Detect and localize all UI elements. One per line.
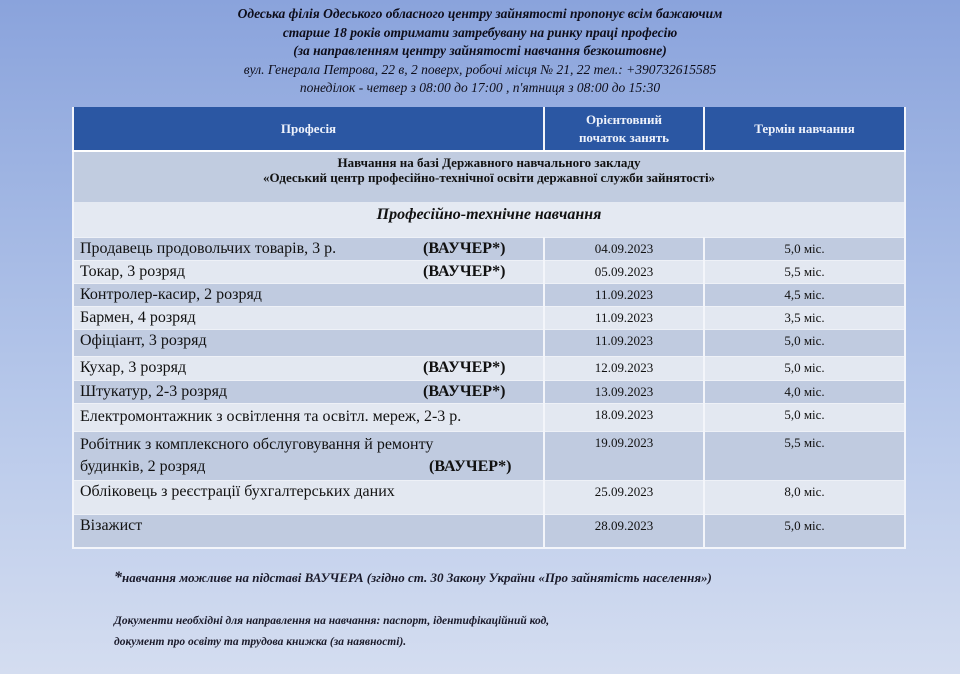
voucher-badge: (ВАУЧЕР*) [423,382,506,400]
table-row [73,283,905,306]
profession-name: Обліковець з реєстрації бухгалтерських даних [80,482,395,500]
asterisk: * [114,569,122,586]
header-profession: Професія [73,107,544,151]
header-start-date: Орієнтовний початок занять [544,107,704,151]
address-line: вул. Генерала Петрова, 22 в, 2 поверх, робочі місця № 21, 22 тел.: +390732615585 [243,61,717,77]
schedule-line: понеділок - четвер з 08:00 до 17:00 , п'ятниця з 08:00 до 15:30 [299,80,661,95]
start-date: 13.09.2023 [544,380,704,403]
profession-name: Візажист [80,516,143,534]
section-title-row [73,202,905,237]
profession-name: Контролер-касир, 2 розряд [80,285,262,303]
profession-name: Робітник з комплексного обслуговування й ремонту [80,435,434,453]
duration: 4,5 міс. [704,283,905,306]
start-date: 19.09.2023 [544,431,704,480]
table-row [73,480,905,514]
duration: 5,0 міс. [704,237,905,260]
profession-name: Кухар, 3 розряд [80,358,187,376]
duration: 4,0 міс. [704,380,905,403]
duration: 5,5 міс. [704,431,905,480]
table-header-row [73,107,905,151]
duration: 5,0 міс. [704,356,905,380]
intro-block [0,5,960,98]
start-date: 11.09.2023 [544,306,704,329]
courses-table [72,107,906,549]
duration: 5,5 міс. [704,260,905,283]
table-row [73,431,905,480]
duration: 3,5 міс. [704,306,905,329]
voucher-badge: (ВАУЧЕР*) [429,457,512,475]
profession-name: Токар, 3 розряд [80,262,186,280]
intro-line-2: старше 18 років отримати затребувану на ринку праці професію [282,24,678,40]
duration: 5,0 міс. [704,514,905,548]
documents-line-1: Документи необхідні для направлення на навчання: паспорт, ідентифікаційний код, [114,615,550,627]
table-row [73,380,905,403]
voucher-footnote: *навчання можливе на підставі ВАУЧЕРА (згідно ст. 30 Закону України «Про зайнятість населення») [114,569,712,586]
voucher-badge: (ВАУЧЕР*) [423,262,506,280]
section-title: Професійно-технічне навчання [73,202,905,237]
start-date: 18.09.2023 [544,403,704,431]
table-row [73,260,905,283]
profession-name-line2: будинків, 2 розряд [80,457,206,475]
profession-name: Офіціант, 3 розряд [80,331,207,349]
start-date: 11.09.2023 [544,329,704,356]
duration: 5,0 міс. [704,403,905,431]
start-date: 04.09.2023 [544,237,704,260]
table-row [73,514,905,548]
start-date: 12.09.2023 [544,356,704,380]
profession-name: Продавець продовольчих товарів, 3 р. [80,239,337,257]
profession-name: Штукатур, 2-3 розряд [80,382,228,400]
table-row [73,356,905,380]
institution-cell: Навчання на базі Державного навчального закладу «Одеський центр професійно-технічної освіти державної служби зайнятості» [73,151,905,202]
start-date: 05.09.2023 [544,260,704,283]
duration: 8,0 міс. [704,480,905,514]
table-row [73,329,905,356]
documents-line-2: документ про освіту та трудова книжка (за наявності). [114,636,407,648]
table-row [73,237,905,260]
start-date: 28.09.2023 [544,514,704,548]
table-row [73,306,905,329]
voucher-badge: (ВАУЧЕР*) [423,239,506,257]
header-duration: Термін навчання [704,107,905,151]
table-row [73,403,905,431]
start-date: 25.09.2023 [544,480,704,514]
institution-row [73,151,905,202]
profession-name: Електромонтажник з освітлення та освітл. мереж, 2-3 р. [80,407,462,425]
profession-name: Бармен, 4 розряд [80,308,196,326]
intro-line-1: Одеська філія Одеського обласного центру зайнятості пропонує всім бажаючим [237,6,723,21]
start-date: 11.09.2023 [544,283,704,306]
voucher-badge: (ВАУЧЕР*) [423,358,506,376]
duration: 5,0 міс. [704,329,905,356]
documents-note [114,611,549,653]
intro-line-3: (за направленням центру зайнятості навчання безкоштовне) [293,43,667,58]
